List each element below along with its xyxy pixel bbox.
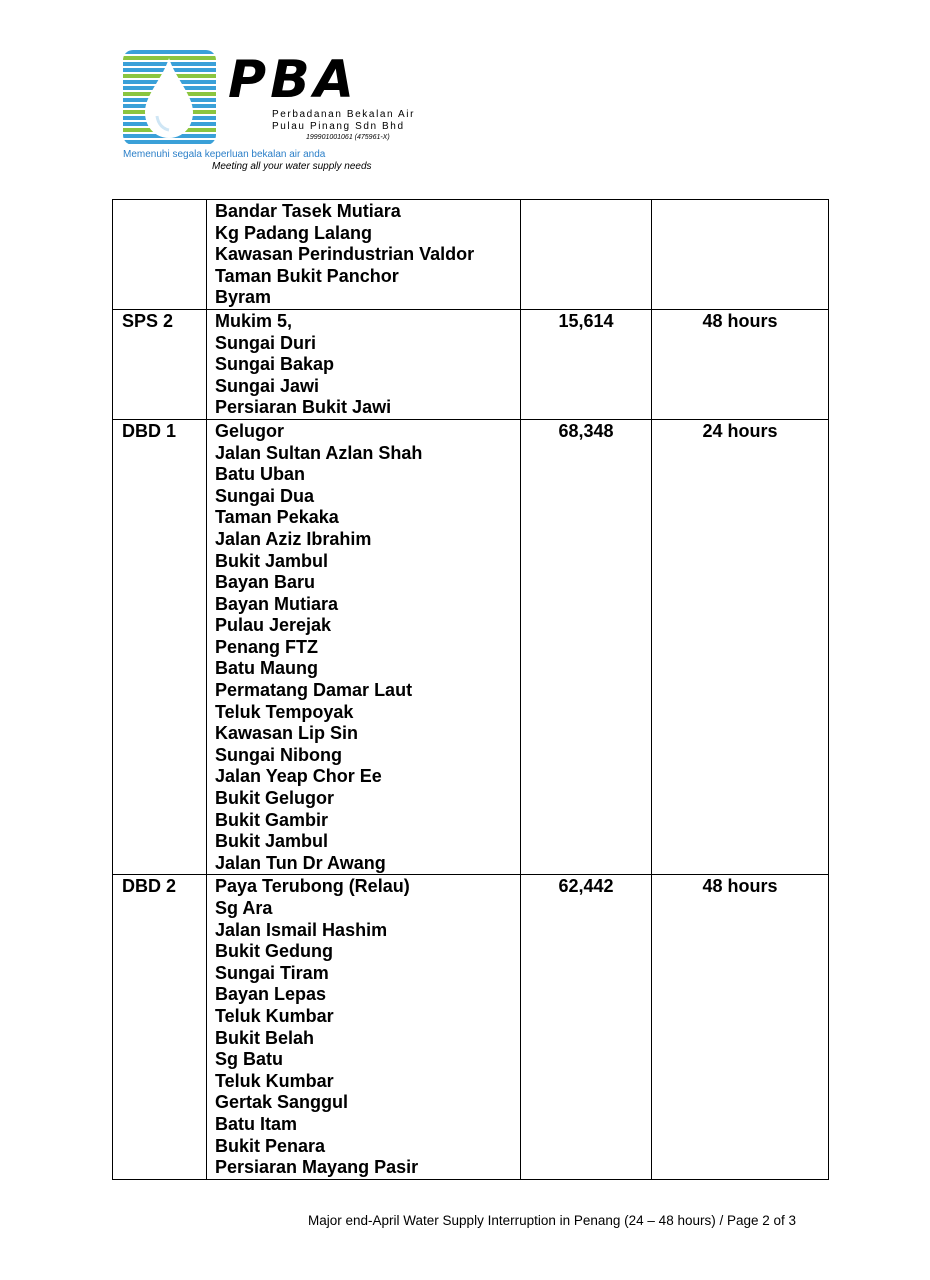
area-name: Penang FTZ — [215, 636, 318, 657]
affected-areas-cell — [207, 309, 521, 419]
tagline-malay: Memenuhi segala keperluan bekalan air anda — [123, 149, 326, 160]
area-name: Sg Ara — [215, 898, 273, 918]
area-name: Gelugor — [215, 420, 285, 441]
accounts-affected-cell — [521, 200, 652, 310]
company-registration: 199901001061 (475961-X) — [306, 134, 390, 141]
zone-code-cell: DBD 2 — [113, 875, 207, 1179]
affected-areas-cell — [207, 200, 521, 310]
area-name: Bayan Mutiara — [215, 593, 339, 614]
interruption-table — [112, 199, 829, 1180]
table-row — [113, 419, 829, 874]
area-name: Permatang Damar Laut — [215, 680, 413, 701]
brand-wordmark: PBA — [228, 50, 358, 110]
area-name: Taman Pekaka — [215, 507, 339, 528]
area-name: Gertak Sanggul — [215, 1092, 349, 1113]
affected-areas-cell — [207, 419, 521, 874]
accounts-affected-cell: 15,614 — [521, 309, 652, 419]
area-name: Teluk Tempoyak — [215, 701, 354, 722]
zone-code-cell: SPS 2 — [113, 309, 207, 419]
tagline-english: Meeting all your water supply needs — [212, 161, 372, 172]
company-name-line1: Perbadanan Bekalan Air — [272, 109, 416, 120]
area-name: Jalan Ismail Hashim — [215, 919, 388, 940]
area-name: Bukit Jambul — [215, 831, 329, 852]
page-footer: Major end-April Water Supply Interruption in Penang (24 – 48 hours) / Page 2 of 3 — [308, 1213, 797, 1228]
area-name: Taman Bukit Panchor — [215, 265, 399, 286]
area-name: Teluk Kumbar — [215, 1070, 334, 1091]
affected-areas-cell — [207, 875, 521, 1179]
zone-code-cell: DBD 1 — [113, 419, 207, 874]
area-name: Teluk Kumbar — [215, 1005, 334, 1026]
area-name: Persiaran Bukit Jawi — [215, 397, 392, 418]
area-name: Jalan Sultan Azlan Shah — [215, 442, 423, 463]
duration-cell: 48 hours — [652, 309, 829, 419]
area-name: Bayan Baru — [215, 572, 316, 593]
duration-cell: 24 hours — [652, 419, 829, 874]
area-name: Bayan Lepas — [215, 984, 327, 1005]
area-name: Bandar Tasek Mutiara — [215, 201, 401, 221]
area-name: Persiaran Mayang Pasir — [215, 1157, 419, 1178]
table-row — [113, 200, 829, 310]
area-name: Bukit Gambir — [215, 809, 329, 830]
area-name: Bukit Jambul — [215, 550, 329, 571]
company-name-line2: Pulau Pinang Sdn Bhd — [272, 121, 405, 132]
area-name: Jalan Tun Dr Awang — [215, 852, 386, 873]
duration-cell: 48 hours — [652, 875, 829, 1179]
area-name: Sungai Dua — [215, 485, 315, 506]
area-name: Kg Padang Lalang — [215, 222, 373, 243]
area-name: Kawasan Perindustrian Valdor — [215, 244, 475, 265]
table-row — [113, 309, 829, 419]
area-name: Sungai Tiram — [215, 962, 329, 983]
area-name: Mukim 5, — [215, 310, 293, 331]
area-name: Bukit Gedung — [215, 941, 333, 962]
table-row — [113, 875, 829, 1179]
accounts-affected-cell: 62,442 — [521, 875, 652, 1179]
area-name: Sungai Duri — [215, 332, 317, 353]
area-name: Jalan Yeap Chor Ee — [215, 766, 382, 787]
area-name: Jalan Aziz Ibrahim — [215, 528, 372, 549]
accounts-affected-cell: 68,348 — [521, 419, 652, 874]
area-name: Pulau Jerejak — [215, 615, 332, 636]
duration-cell — [652, 200, 829, 310]
area-name: Sungai Jawi — [215, 375, 320, 396]
area-name: Bukit Gelugor — [215, 788, 335, 809]
area-name: Sungai Bakap — [215, 354, 335, 375]
area-name: Byram — [215, 287, 272, 308]
area-name: Sungai Nibong — [215, 744, 342, 765]
pba-logo-icon — [123, 50, 216, 145]
area-name: Paya Terubong (Relau) — [215, 876, 410, 897]
area-name: Batu Itam — [215, 1113, 298, 1134]
zone-code-cell — [113, 200, 207, 310]
area-name: Kawasan Lip Sin — [215, 723, 359, 744]
area-name: Batu Uban — [215, 464, 305, 485]
area-name: Sg Batu — [215, 1049, 284, 1070]
area-name: Bukit Penara — [215, 1135, 326, 1156]
area-name: Batu Maung — [215, 658, 318, 679]
area-name: Bukit Belah — [215, 1027, 315, 1048]
